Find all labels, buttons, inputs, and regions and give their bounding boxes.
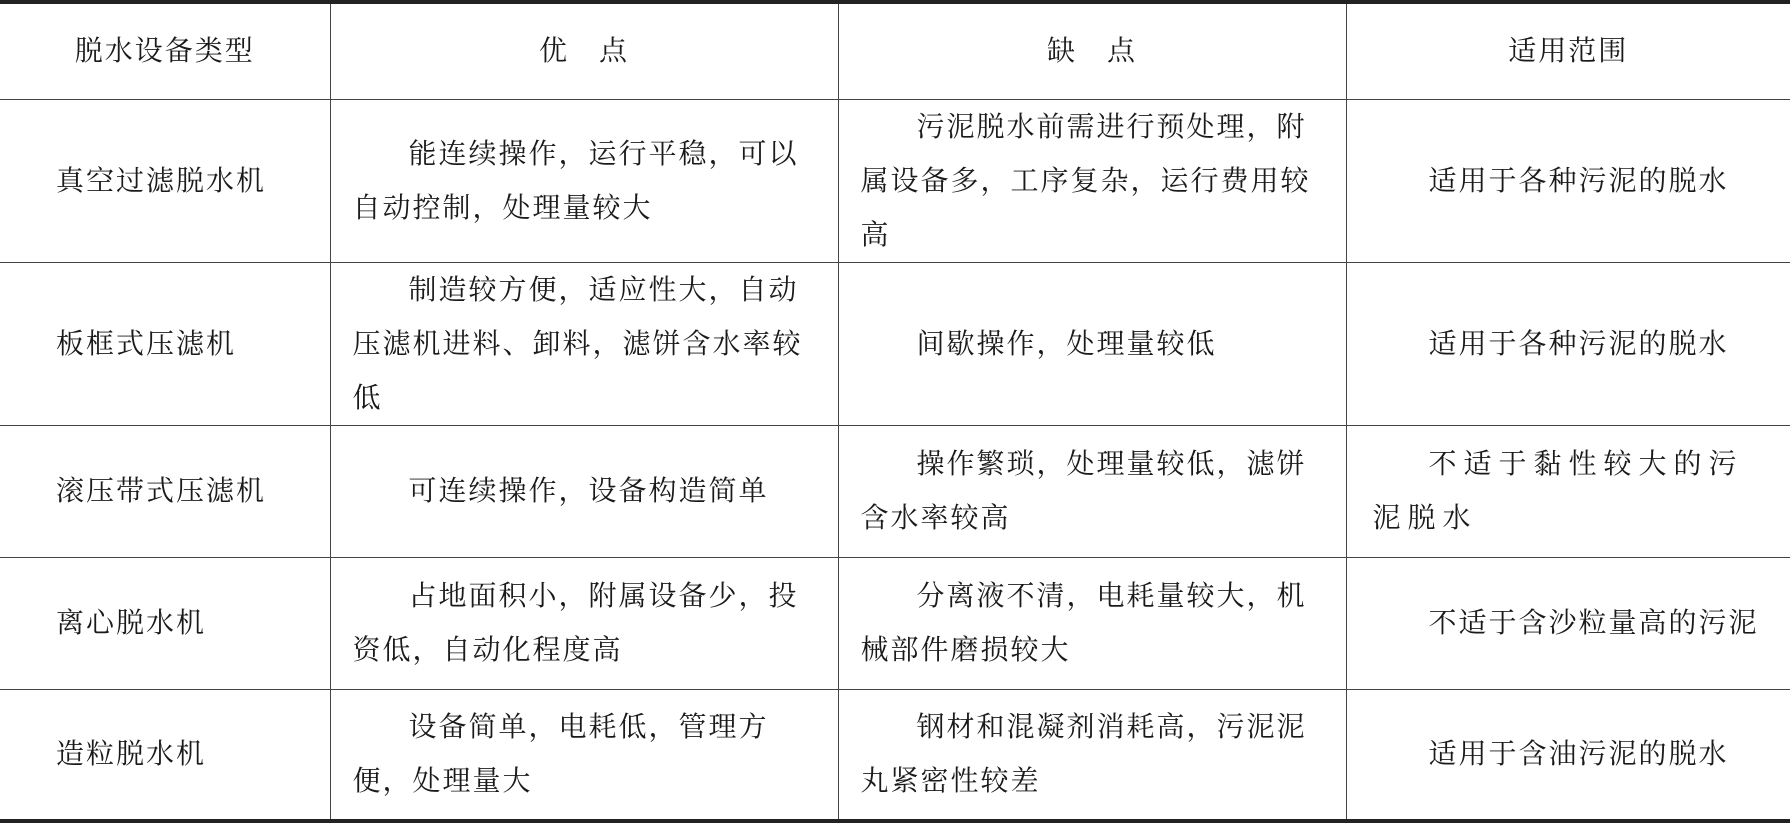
cell-advantages — [330, 557, 838, 689]
cell-applicable-scope — [1346, 557, 1790, 689]
cell-advantages — [330, 689, 838, 821]
scope-text: 适用于各种污泥的脱水 — [1428, 326, 1729, 360]
disadvantages-text: 分离液不清，电耗量较大，机械部件磨损较大 — [860, 579, 1307, 666]
cell-disadvantages — [838, 689, 1346, 821]
header-equipment-type: 脱水设备类型 — [0, 2, 330, 99]
cell-equipment-type: 离心脱水机 — [0, 557, 330, 689]
cell-advantages — [330, 262, 838, 425]
table-header — [0, 2, 1790, 99]
cell-applicable-scope — [1346, 689, 1790, 821]
table-row — [0, 425, 1790, 557]
cell-equipment-type: 真空过滤脱水机 — [0, 99, 330, 262]
advantages-text: 占地面积小，附属设备少，投资低，自动化程度高 — [352, 579, 799, 666]
cell-equipment-type: 造粒脱水机 — [0, 689, 330, 821]
cell-applicable-scope — [1346, 425, 1790, 557]
scope-text: 不适于含沙粒量高的污泥 — [1428, 606, 1759, 639]
cell-disadvantages — [838, 557, 1346, 689]
disadvantages-text: 间歇操作，处理量较低 — [916, 326, 1217, 360]
cell-equipment-type: 板框式压滤机 — [0, 262, 330, 425]
cell-advantages — [330, 425, 838, 557]
cell-disadvantages — [838, 262, 1346, 425]
disadvantages-text: 污泥脱水前需进行预处理，附属设备多，工序复杂，运行费用较高 — [860, 109, 1311, 251]
advantages-text: 可连续操作，设备构造简单 — [408, 474, 769, 507]
table-row — [0, 689, 1790, 821]
header-row — [0, 2, 1790, 99]
header-advantages: 优 点 — [330, 2, 838, 99]
table-row — [0, 557, 1790, 689]
scope-text: 不适于黏性较大的污泥脱水 — [1372, 447, 1744, 534]
advantages-text: 能连续操作，运行平稳，可以自动控制，处理量较大 — [352, 136, 799, 224]
header-applicable-scope: 适用范围 — [1346, 2, 1790, 99]
header-disadvantages: 缺 点 — [838, 2, 1346, 99]
scope-text: 适用于各种污泥的脱水 — [1428, 163, 1729, 197]
cell-disadvantages — [838, 425, 1346, 557]
table-row — [0, 262, 1790, 425]
disadvantages-text: 操作繁琐，处理量较低，滤饼含水率较高 — [860, 447, 1307, 534]
cell-applicable-scope — [1346, 99, 1790, 262]
cell-advantages — [330, 99, 838, 262]
table-body — [0, 99, 1790, 821]
cell-equipment-type: 滚压带式压滤机 — [0, 425, 330, 557]
advantages-text: 制造较方便，适应性大，自动压滤机进料、卸料，滤饼含水率较低 — [352, 272, 803, 414]
advantages-text: 设备简单，电耗低，管理方便，处理量大 — [352, 710, 769, 798]
scope-text: 适用于含油污泥的脱水 — [1428, 737, 1729, 771]
cell-applicable-scope — [1346, 262, 1790, 425]
table-row — [0, 99, 1790, 262]
disadvantages-text: 钢材和混凝剂消耗高，污泥泥丸紧密性较差 — [860, 710, 1307, 798]
cell-disadvantages — [838, 99, 1346, 262]
